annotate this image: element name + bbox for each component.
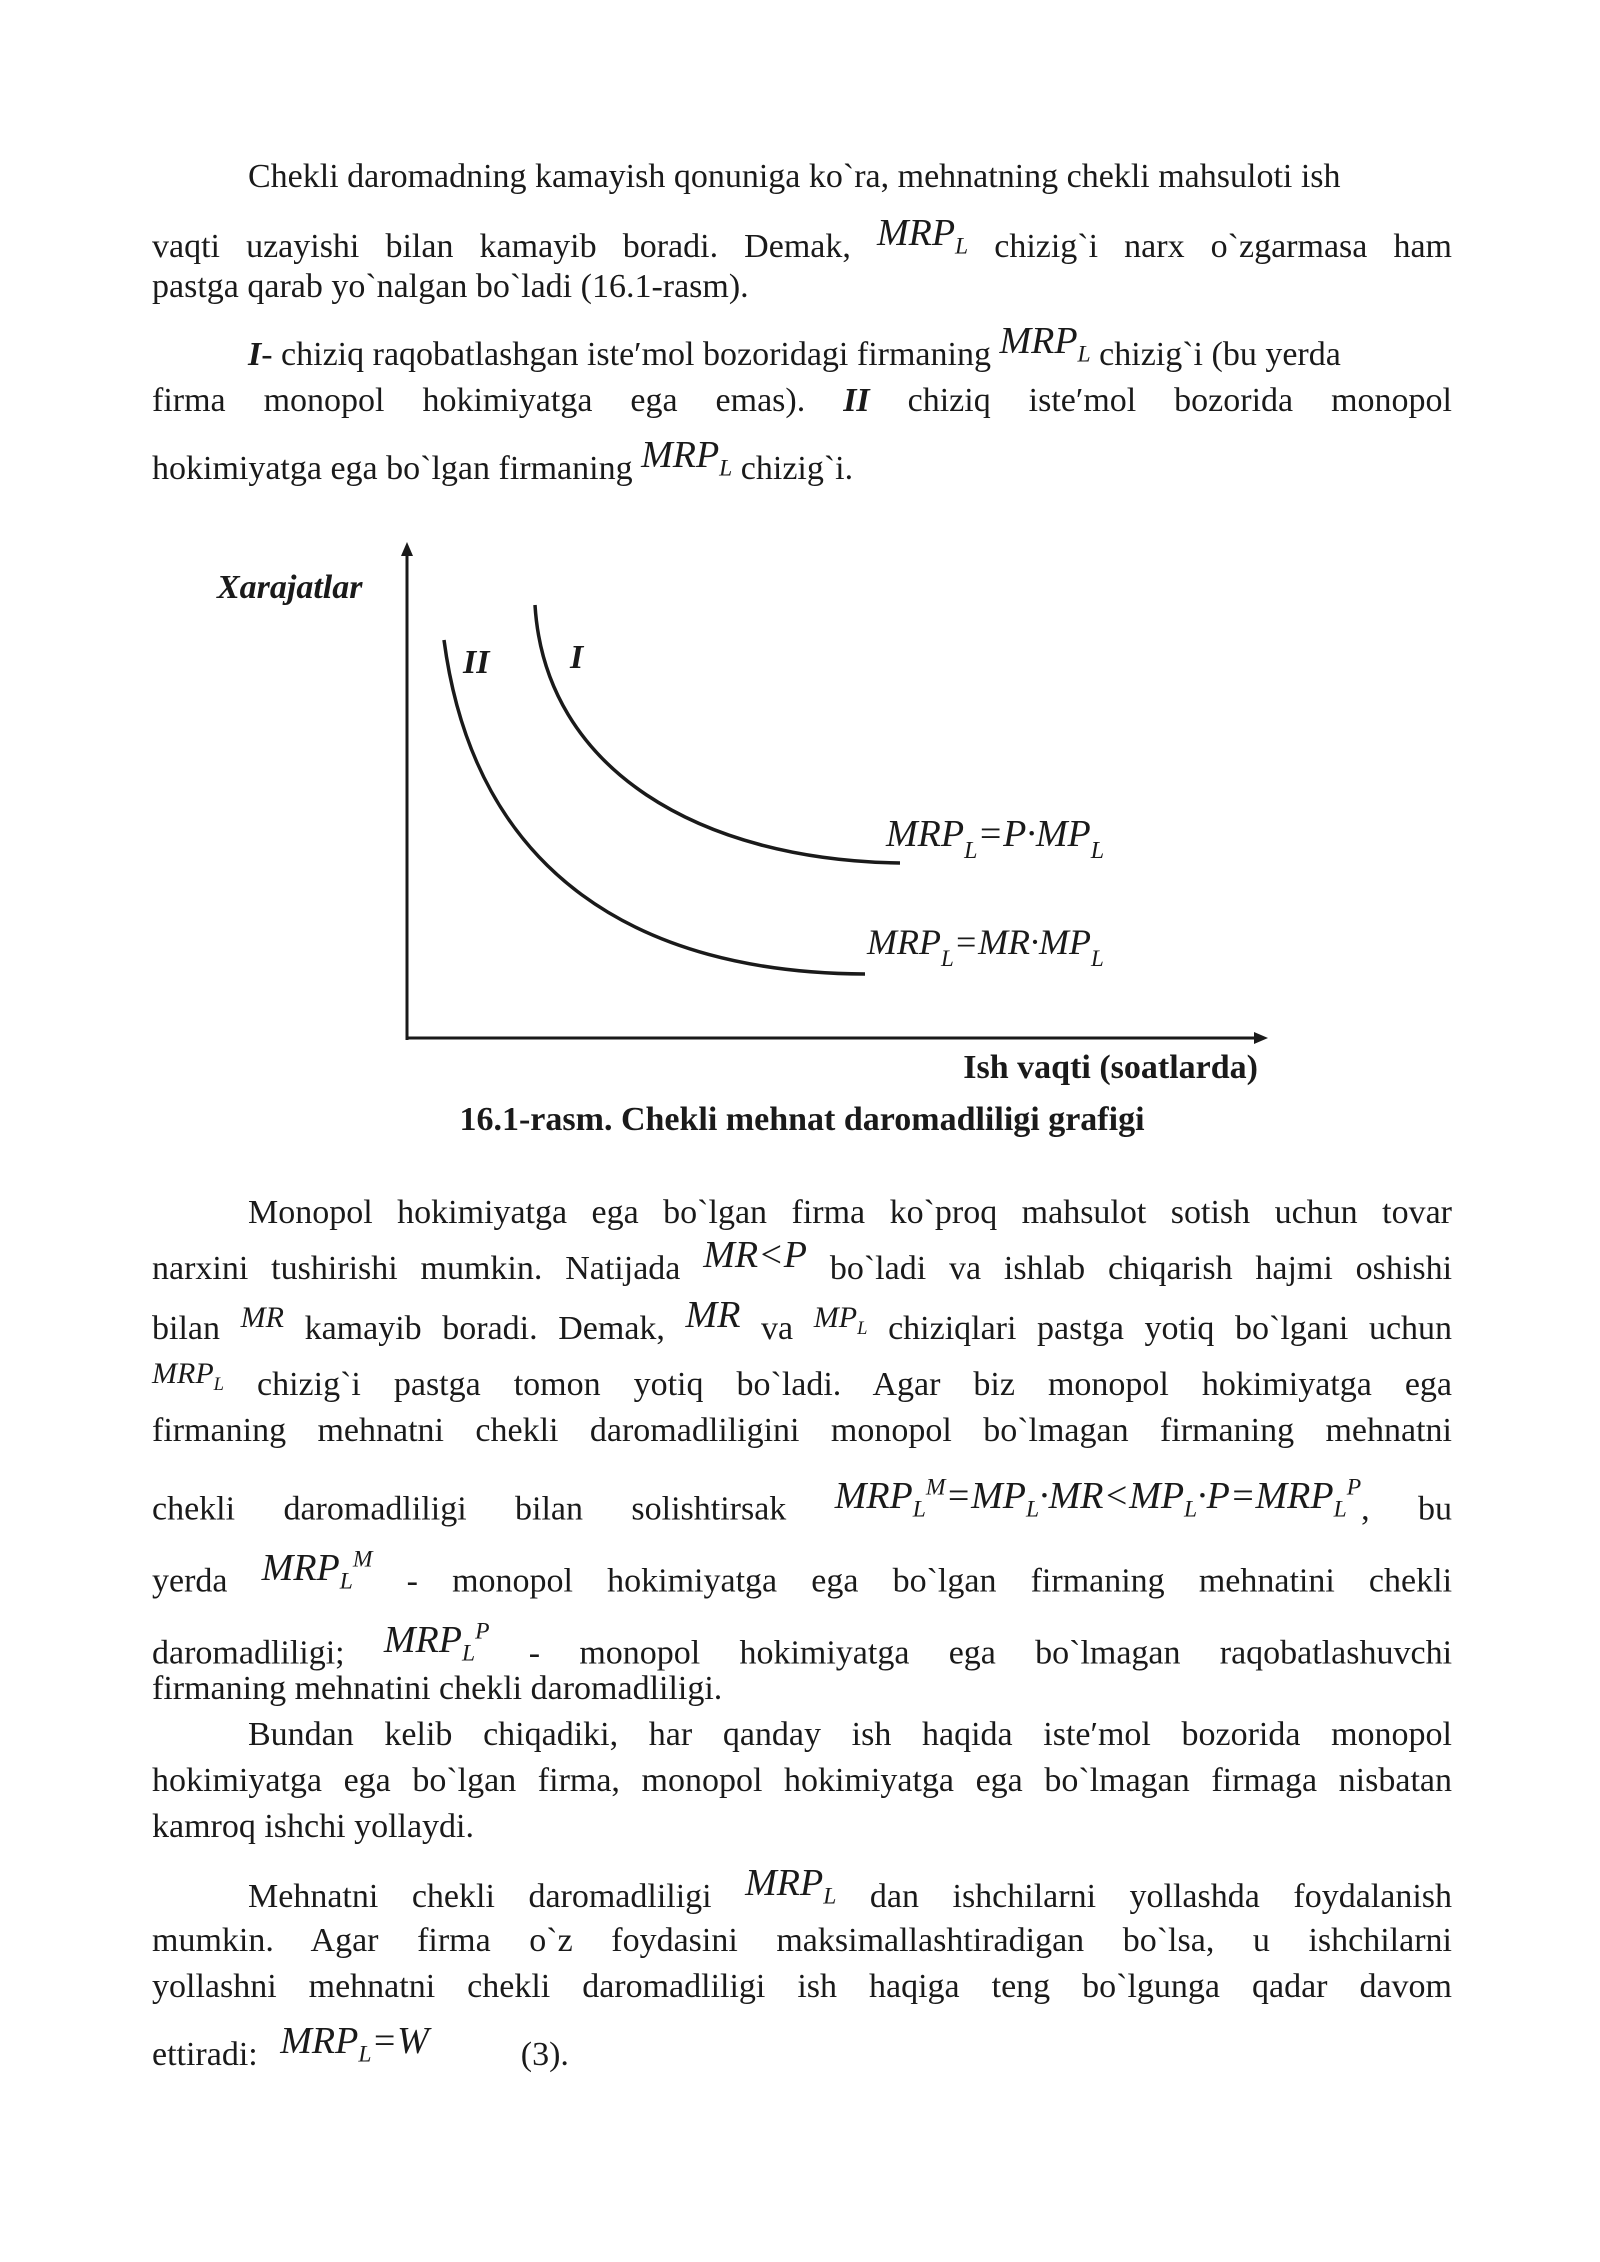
p1-line-1 bbox=[152, 154, 1452, 200]
text: - monopol hokimiyatga ega bo`lmagan raqobatlashuvchi bbox=[528, 1634, 1453, 1672]
x-axis-label: Ish vaqti (soatlarda) bbox=[963, 1049, 1258, 1086]
text: kamayib boradi. Demak, bbox=[304, 1310, 665, 1347]
text: va bbox=[761, 1310, 794, 1347]
text: chizig`i (bu yerda bbox=[1099, 336, 1341, 373]
text: Monopol hokimiyatga ega bo`lgan firma ko`proq mahsulot sotish uchun tovar bbox=[248, 1194, 1452, 1231]
curve-ii bbox=[444, 640, 865, 974]
p4-line-2 bbox=[152, 1758, 1452, 1804]
text: chekli daromadliligi bilan solishtirsak bbox=[152, 1490, 787, 1528]
text: ettiradi: bbox=[152, 2036, 258, 2073]
formula-mrp-l: $MRP_L$ bbox=[641, 434, 733, 482]
p3-line-5 bbox=[152, 1408, 1452, 1454]
formula-monopoly: $MRP_L=MR\cdot MP_L$ bbox=[867, 922, 1104, 971]
equation-number: (3). bbox=[520, 2036, 569, 2073]
p3-line-9 bbox=[152, 1666, 1452, 1712]
p5-line-2 bbox=[152, 1918, 1452, 1964]
formula-mrp-l: $MRP_L$ bbox=[152, 1357, 224, 1395]
formula-mrp-eq-w: $MRP_L=W$ bbox=[280, 2020, 429, 2068]
text: hokimiyatga ega bo`lgan firmaning bbox=[152, 450, 633, 487]
formula-mrp-l: $MRP_L$ bbox=[876, 212, 969, 260]
text: Bundan kelib chiqadiki, har qanday ish haqida iste′mol bozorida monopol bbox=[248, 1716, 1452, 1753]
p5-line-1 bbox=[152, 1862, 1453, 1918]
y-axis-arrow bbox=[401, 542, 413, 556]
text: daromadliligi; bbox=[152, 1634, 345, 1672]
curve-i bbox=[535, 605, 900, 863]
text: chiziqlari pastga yotiq bo`lgani uchun bbox=[888, 1310, 1453, 1347]
text: firma monopol hokimiyatga ega emas). bbox=[152, 382, 806, 419]
formula-mp-l: $MP_L$ bbox=[813, 1301, 868, 1339]
p3-line-1 bbox=[152, 1190, 1452, 1236]
y-axis-label: Xarajatlar bbox=[217, 569, 363, 606]
p1-line-2 bbox=[152, 212, 1452, 268]
text: - monopol hokimiyatga ega bo`lgan firmaning mehnatini chekli bbox=[406, 1562, 1453, 1600]
text: Chekli daromadning kamayish qonuniga ko`ra, mehnatning chekli mahsuloti ish bbox=[248, 158, 1341, 195]
p2-line-1 bbox=[152, 320, 1452, 376]
text: - chiziq raqobatlashgan iste′mol bozoridagi firmaning bbox=[261, 336, 991, 373]
formula-mr: MR bbox=[240, 1301, 284, 1334]
text: pastga qarab yo`nalgan bo`ladi (16.1-rasm). bbox=[152, 268, 749, 305]
text: yollashni mehnatni chekli daromadliligi ish haqiga teng bo`lgunga qadar davom bbox=[152, 1968, 1452, 2005]
formula-mrp-l-m: $MRP_L^M$ bbox=[261, 1546, 373, 1595]
text: vaqti uzayishi bilan kamayib boradi. Demak, bbox=[152, 228, 851, 265]
x-axis-arrow bbox=[1254, 1032, 1268, 1044]
text: mumkin. Agar firma o`z foydasini maksimallashtiradigan bo`lsa, u ishchilarni bbox=[152, 1922, 1452, 1959]
text: yerda bbox=[152, 1562, 228, 1600]
curve-ii-label: II bbox=[463, 644, 490, 681]
formula-comparison: $MRP_L^M=MP_L\cdot MR<MP_L\cdot P=MRP_L^P$ bbox=[834, 1474, 1362, 1523]
text: chizig`i. bbox=[740, 450, 854, 487]
text: Mehnatni chekli daromadliligi bbox=[248, 1878, 712, 1915]
p5-line-3 bbox=[152, 1964, 1452, 2010]
formula-mrp-l: $MRP_L$ bbox=[999, 320, 1091, 368]
curve-i-ref: I bbox=[248, 336, 262, 373]
p5-line-4 bbox=[152, 2020, 1452, 2076]
formula-mrp-l-p: $MRP_L^P$ bbox=[383, 1618, 490, 1667]
text: firmaning mehnatni chekli daromadliligini monopol bo`lmagan firmaning mehnatni bbox=[152, 1412, 1452, 1449]
mrp-figure bbox=[0, 530, 1600, 1090]
p3-line-7 bbox=[152, 1546, 1453, 1600]
text: firmaning mehnatini chekli daromadliligi. bbox=[152, 1670, 723, 1707]
text: hokimiyatga ega bo`lgan firma, monopol hokimiyatga ega bo`lmagan firmaga nisbatan bbox=[152, 1762, 1452, 1799]
formula-competitive: $MRP_L=P\cdot MP_L$ bbox=[886, 813, 1105, 864]
p1-line-3 bbox=[152, 264, 1452, 310]
text: bilan bbox=[152, 1310, 220, 1347]
p3-line-8 bbox=[152, 1618, 1453, 1672]
text: chizig`i narx o`zgarmasa ham bbox=[994, 228, 1452, 265]
curve-i-label: I bbox=[570, 639, 584, 676]
p4-line-3 bbox=[152, 1804, 1452, 1850]
p3-line-3 bbox=[152, 1294, 1453, 1350]
p2-line-3 bbox=[152, 434, 1452, 490]
curve-ii-ref: II bbox=[843, 382, 870, 419]
text: chiziq iste′mol bozorida monopol bbox=[907, 382, 1452, 419]
p3-line-4 bbox=[152, 1357, 1453, 1408]
formula-mr-lt-p: MR<P bbox=[703, 1234, 807, 1276]
figure-caption: 16.1-rasm. Chekli mehnat daromadliligi grafigi bbox=[459, 1101, 1145, 1138]
p3-line-6 bbox=[152, 1474, 1452, 1528]
text: bo`ladi va ishlab chiqarish hajmi oshishi bbox=[829, 1250, 1453, 1287]
text: chizig`i pastga tomon yotiq bo`ladi. Agar biz monopol hokimiyatga ega bbox=[257, 1366, 1453, 1403]
formula-mr: MR bbox=[685, 1294, 741, 1336]
text: , bu bbox=[1361, 1490, 1452, 1528]
text: dan ishchilarni yollashda foydalanish bbox=[869, 1878, 1453, 1915]
text: narxini tushirishi mumkin. Natijada bbox=[152, 1250, 681, 1287]
text: kamroq ishchi yollaydi. bbox=[152, 1808, 475, 1845]
p4-line-1 bbox=[152, 1712, 1452, 1758]
p2-line-2 bbox=[152, 378, 1452, 424]
formula-mrp-l: $MRP_L$ bbox=[745, 1862, 837, 1910]
p3-line-2 bbox=[152, 1234, 1453, 1290]
